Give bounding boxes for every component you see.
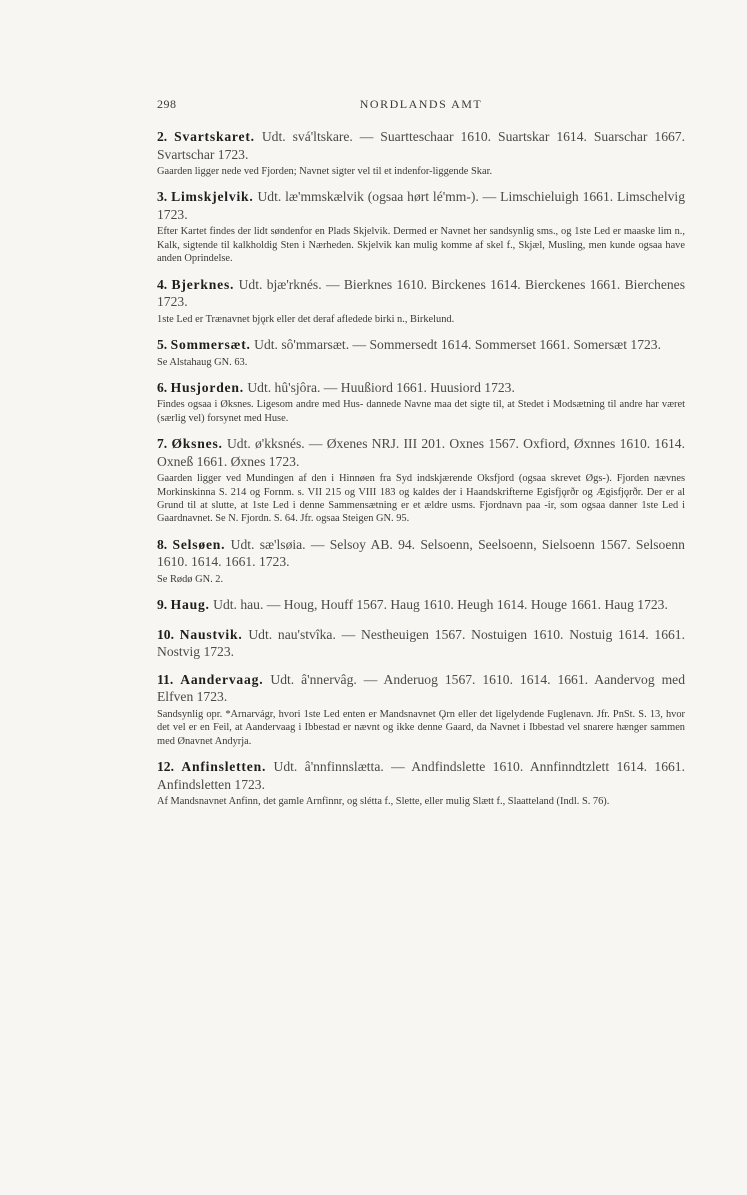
entry bbox=[157, 128, 685, 178]
name-forms: Udt. hau. — Houg, Houff 1567. Haug 1610. Heugh 1614. Houge 1661. Haug 1723. bbox=[213, 597, 668, 613]
entry bbox=[157, 276, 685, 326]
entry-heading bbox=[157, 128, 685, 163]
farm-name: Haug. bbox=[170, 597, 210, 613]
entry-note: Gaarden ligger nede ved Fjorden; Navnet sigter vel til et indenfor-liggende Skar. bbox=[157, 166, 493, 177]
entry bbox=[157, 596, 685, 614]
entry-number: 2. bbox=[157, 129, 168, 144]
farm-name: Naustvik. bbox=[179, 626, 243, 642]
entry-number: 6. bbox=[157, 379, 168, 395]
name-forms: Udt. svá'ltskare. — Suartteschaar 1610. Suartskar 1614. Suarschar 1667. Svartschar 1723. bbox=[157, 129, 685, 162]
name-forms: Udt. læ'mmskælvik (ogsaa hørt lé'mm-). — Limschieluigh 1661. Limschelvig 1723. bbox=[157, 189, 685, 222]
farm-name: Husjorden. bbox=[170, 379, 244, 395]
farm-name: Aandervaag. bbox=[180, 671, 264, 687]
name-forms: Udt. hû'sjôra. — Huußiord 1661. Huusiord 1723. bbox=[247, 379, 515, 395]
entry-number: 11. bbox=[157, 671, 174, 687]
entry-number: 3. bbox=[157, 189, 168, 205]
entry-heading bbox=[157, 758, 685, 793]
entries-list bbox=[157, 128, 685, 820]
name-forms: Udt. â'nnfinnslætta. — Andfindslette 1610. Annfinndtzlett 1614. 1661. Anfindsletten 1723. bbox=[157, 759, 685, 792]
entry bbox=[157, 188, 685, 265]
entry-heading bbox=[157, 188, 685, 223]
entry bbox=[157, 379, 685, 425]
entry-number: 8. bbox=[157, 536, 168, 552]
entry-note: Sandsynlig opr. *Arnarvágr, hvori 1ste Led enten er Mandsnavnet Ǫrn eller det ligelydende Fuglenavn. Jfr. PnSt. S. 13, hvor det vel er en Feil, at Aandervaag i Ibbestad er nævnt og ikke denne Gaard, da Navnet i Ibbestad vel snarere hænger sammen med Ønavnet Andyrja. bbox=[157, 708, 685, 747]
entry-heading bbox=[157, 276, 685, 311]
name-forms: Udt. â'nnervâg. — Anderuog 1567. 1610. 1614. 1661. Aandervog med Elfven 1723. bbox=[157, 671, 686, 705]
name-forms: Udt. bjæ'rknés. — Bierknes 1610. Birckenes 1614. Bierckenes 1661. Bierchenes 1723. bbox=[157, 276, 685, 310]
entry bbox=[157, 336, 685, 369]
entry-heading bbox=[157, 435, 685, 470]
entry-note: Findes ogsaa i Øksnes. Ligesom andre med Hus- dannede Navne maa det sigte til, at Stedet i Modsætning til andre har været (særlig vel) forsynet med Huse. bbox=[157, 399, 685, 424]
entry-number: 4. bbox=[157, 276, 168, 292]
entry-heading bbox=[157, 379, 685, 397]
entry-note: Se Alstahaug GN. 63. bbox=[157, 356, 248, 368]
entry bbox=[157, 626, 685, 661]
entry-note: 1ste Led er Trænavnet bjǫrk eller det deraf afledede birki n., Birkelund. bbox=[157, 313, 455, 325]
farm-name: Selsøen. bbox=[172, 536, 226, 552]
farm-name: Anfinsletten. bbox=[181, 759, 267, 774]
entry bbox=[157, 758, 685, 808]
entry-number: 5. bbox=[157, 337, 168, 353]
farm-name: Limskjelvik. bbox=[171, 189, 254, 205]
entry-number: 7. bbox=[157, 436, 168, 452]
running-title: NORDLANDS AMT bbox=[359, 97, 483, 111]
entry-number: 10. bbox=[157, 626, 174, 642]
farm-name: Svartskaret. bbox=[174, 129, 255, 144]
entry-note: Gaarden ligger ved Mundingen af den i Hinnøen fra Syd indskjærende Oksfjord (ogsaa skrevet Øgs-). Fjorden nævnes Morkinskinna S. 214 og Fornm. s. VII 215 og VIII 183 og kaldes der i Haandskrifterne Egisfjǫrðr og Ægisfjǫrðr. Der er al Grund til at slutte, at 1ste Led i denne Sammensætning er et ældre usms. Fjordnavn paa -ir, som ogsaa danner 1ste Led i Gaardnavnet. Se N. Fjordn. S. 64. Jfr. ogsaa Steigen GN. 95. bbox=[157, 473, 685, 525]
entry bbox=[157, 671, 685, 748]
farm-name: Sommersæt. bbox=[170, 337, 251, 353]
entry-number: 12. bbox=[157, 759, 174, 774]
entry-note: Af Mandsnavnet Anfinn, det gamle Arnfinnr, og slétta f., Slette, eller mulig Slætt f., Slaatteland (Indl. S. 76). bbox=[157, 796, 610, 807]
name-forms: Udt. ø'kksnés. — Øxenes NRJ. III 201. Oxnes 1567. Oxfiord, Øxnnes 1610. 1614. Oxneß 1661. Øxnes 1723. bbox=[157, 436, 685, 469]
page-header bbox=[157, 97, 685, 113]
farm-name: Øksnes. bbox=[171, 436, 223, 452]
entry-heading bbox=[157, 671, 685, 706]
entry-heading bbox=[157, 626, 685, 661]
name-forms: Udt. sô'mmarsæt. — Sommersedt 1614. Sommerset 1661. Somersæt 1723. bbox=[254, 337, 661, 353]
farm-name: Bjerknes. bbox=[171, 276, 235, 292]
entry bbox=[157, 536, 685, 586]
entry bbox=[157, 435, 685, 526]
entry-heading bbox=[157, 596, 685, 614]
entry-number: 9. bbox=[157, 597, 168, 613]
page-number: 298 bbox=[157, 97, 177, 111]
entry-note: Efter Kartet findes der lidt søndenfor en Plads Skjelvik. Dermed er Navnet her sandsynlig sms., og 1ste Led er maaske lim n., Kalk, sigtende til kalkholdig Sten i Nærheden. Skjelvik kan mulig komme af skel f., Skjæl, Musling, men kunde ogsaa have anden Oprindelse. bbox=[157, 226, 685, 265]
name-forms: Udt. nau'stvîka. — Nestheuigen 1567. Nostuigen 1610. Nostuig 1614. 1661. Nostvig 1723. bbox=[157, 626, 685, 660]
name-forms: Udt. sæ'lsøia. — Selsoy AB. 94. Selsoenn, Seelsoenn, Sielsoenn 1567. Selsoenn 1610. 1614. 1661. 1723. bbox=[157, 536, 685, 570]
entry-heading bbox=[157, 336, 685, 354]
entry-heading bbox=[157, 536, 685, 571]
entry-note: Se Rødø GN. 2. bbox=[157, 573, 224, 585]
